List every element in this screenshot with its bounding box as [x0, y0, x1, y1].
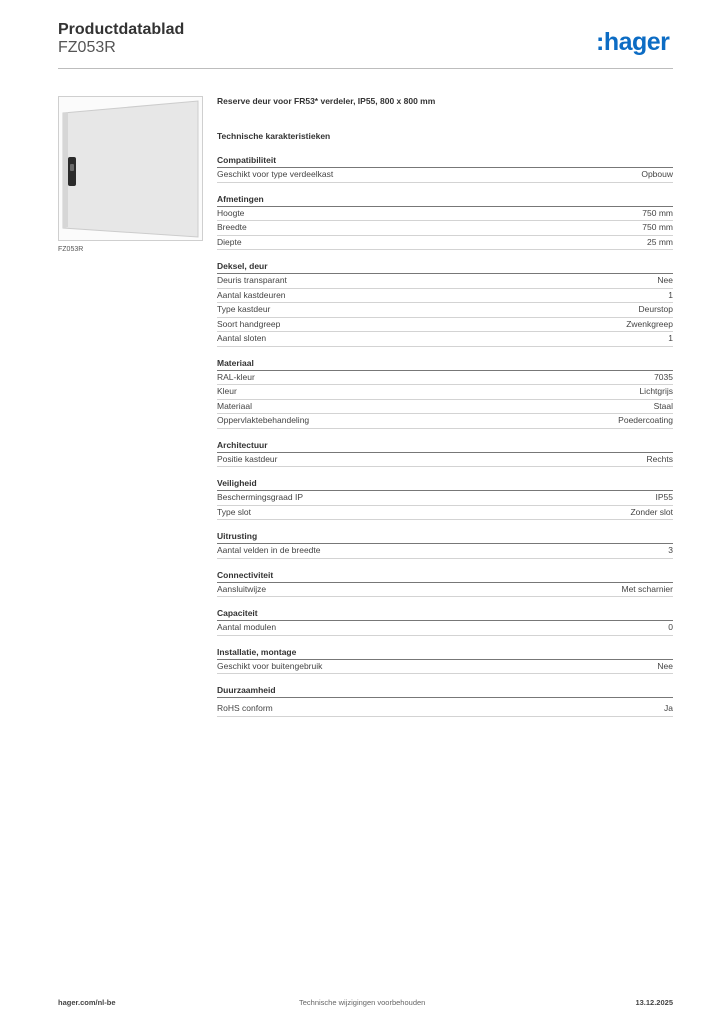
- spec-value: Nee: [657, 660, 673, 671]
- spec-row: [217, 318, 673, 333]
- spec-value: Poedercoating: [618, 415, 673, 425]
- spec-section: [217, 154, 673, 183]
- spec-value: Opbouw: [641, 169, 673, 179]
- spec-value: Deurstop: [638, 304, 673, 314]
- spec-section: [217, 439, 673, 468]
- door-handle-icon: [68, 157, 76, 186]
- spec-row: [217, 660, 673, 675]
- spec-label: Aantal velden in de breedte: [217, 545, 321, 555]
- section-title: Architectuur: [217, 439, 673, 453]
- spec-label: Aantal kastdeuren: [217, 289, 286, 300]
- image-caption: FZ053R: [58, 246, 84, 253]
- spec-label: Breedte: [217, 222, 247, 232]
- spec-row: [217, 303, 673, 318]
- spec-row: [217, 491, 673, 506]
- spec-label: Diepte: [217, 236, 242, 247]
- spec-value: Rechts: [646, 453, 673, 464]
- spec-row: [217, 414, 673, 429]
- spec-label: Beschermingsgraad IP: [217, 492, 303, 502]
- spec-value: Nee: [657, 275, 673, 285]
- product-details: [217, 94, 673, 717]
- spec-row: [217, 544, 673, 559]
- spec-row: [217, 371, 673, 386]
- technical-characteristics-heading: Technische karakteristieken: [217, 131, 331, 141]
- spec-value: 1: [668, 289, 673, 300]
- spec-section: [217, 646, 673, 675]
- spec-label: RAL-kleur: [217, 371, 255, 382]
- spec-value: 7035: [654, 371, 673, 382]
- spec-label: Geschikt voor buitengebruik: [217, 660, 323, 671]
- spec-value: 3: [668, 545, 673, 555]
- section-title: Connectiviteit: [217, 569, 673, 583]
- spec-section: [217, 477, 673, 520]
- spec-value: Met scharnier: [621, 583, 673, 594]
- section-title: Duurzaamheid: [217, 684, 673, 698]
- spec-row: [217, 221, 673, 236]
- spec-section: [217, 684, 673, 717]
- spec-row: [217, 621, 673, 636]
- spec-label: Type kastdeur: [217, 304, 271, 314]
- spec-value: 0: [668, 622, 673, 632]
- spec-section: [217, 357, 673, 429]
- spec-value: 750 mm: [642, 207, 673, 218]
- document-title: Productdatablad: [58, 21, 185, 38]
- spec-row: [217, 207, 673, 222]
- spec-value: Ja: [664, 703, 673, 713]
- spec-section: [217, 607, 673, 636]
- spec-label: Aantal modulen: [217, 622, 277, 632]
- section-title: Installatie, montage: [217, 646, 673, 660]
- spec-row: [217, 168, 673, 183]
- spec-row: [217, 400, 673, 415]
- spec-sections: [217, 154, 673, 717]
- spec-label: RoHS conform: [217, 703, 273, 713]
- spec-value: IP55: [655, 492, 673, 502]
- footer-date: 13.12.2025: [635, 998, 673, 1007]
- footer-note: Technische wijzigingen voorbehouden: [299, 998, 426, 1007]
- spec-label: Oppervlaktebehandeling: [217, 415, 310, 425]
- spec-row: [217, 289, 673, 304]
- spec-row: [217, 506, 673, 521]
- spec-label: Materiaal: [217, 400, 252, 411]
- spec-label: Geschikt voor type verdeelkast: [217, 169, 334, 179]
- footer-url[interactable]: hager.com/nl-be: [58, 998, 116, 1007]
- spec-label: Aantal sloten: [217, 333, 267, 343]
- spec-value: 1: [668, 333, 673, 343]
- section-title: Veiligheid: [217, 477, 673, 491]
- spec-section: [217, 260, 673, 347]
- spec-row: [217, 453, 673, 468]
- spec-row: [217, 274, 673, 289]
- section-title: Materiaal: [217, 357, 673, 371]
- section-title: Capaciteit: [217, 607, 673, 621]
- spec-section: [217, 569, 673, 598]
- spec-section: [217, 193, 673, 251]
- spec-label: Deuris transparant: [217, 275, 287, 285]
- spec-row: [217, 583, 673, 598]
- spec-label: Type slot: [217, 506, 252, 517]
- section-title: Compatibiliteit: [217, 154, 673, 168]
- spec-value: 25 mm: [647, 236, 673, 247]
- spec-label: Hoogte: [217, 207, 245, 218]
- section-title: Uitrusting: [217, 530, 673, 544]
- product-image: [58, 96, 203, 241]
- spec-label: Kleur: [217, 386, 237, 396]
- spec-value: Zwenkgreep: [626, 318, 673, 329]
- product-code: FZ053R: [58, 39, 116, 56]
- product-description: Reserve deur voor FR53* verdeler, IP55, 800 x 800 mm: [217, 96, 436, 106]
- hager-logo: :hager: [596, 28, 670, 56]
- spec-value: Staal: [653, 400, 673, 411]
- header-divider: [58, 68, 673, 69]
- spec-row: [217, 702, 673, 717]
- spec-value: 750 mm: [642, 222, 673, 232]
- spec-label: Soort handgreep: [217, 318, 281, 329]
- section-title: Deksel, deur: [217, 260, 673, 274]
- section-title: Afmetingen: [217, 193, 673, 207]
- spec-row: [217, 236, 673, 251]
- spec-row: [217, 385, 673, 400]
- spec-section: [217, 530, 673, 559]
- spec-label: Positie kastdeur: [217, 453, 278, 464]
- spec-label: Aansluitwijze: [217, 583, 267, 594]
- door-panel-image: [59, 97, 202, 240]
- spec-value: Zonder slot: [630, 506, 673, 517]
- spec-value: Lichtgrijs: [639, 386, 673, 396]
- spec-row: [217, 332, 673, 347]
